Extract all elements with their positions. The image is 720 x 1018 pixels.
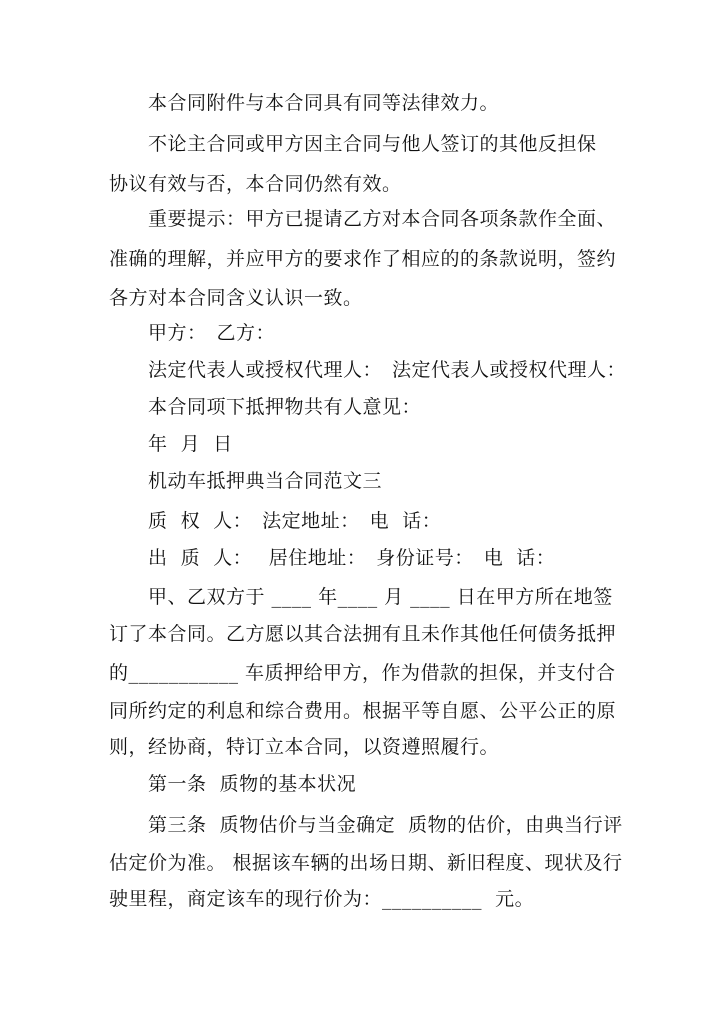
text-line: 准确的理解，并应甲方的要求作了相应的的条款说明，签约 (109, 248, 617, 270)
text-line: 驶里程，商定该车的现行价为：__________ 元。 (109, 888, 535, 910)
text-line: 质 权 人： 法定地址： 电 话： (148, 510, 442, 532)
text-line: 协议有效与否，本合同仍然有效。 (109, 173, 402, 195)
date-line: 年 月 日 (148, 433, 233, 455)
text-line: 各方对本合同含义认识一致。 (109, 287, 363, 309)
text-line: 的___________ 车质押给甲方，作为借款的担保，并支付合 (109, 662, 616, 684)
text-line: 不论主合同或甲方因主合同与他人签订的其他反担保 (148, 133, 597, 155)
text-line: 本合同附件与本合同具有同等法律效力。 (148, 92, 500, 114)
text-line: 甲、乙双方于 ____ 年____ 月 ____ 日在甲方所在地签 (148, 586, 613, 608)
text-line: 重要提示：甲方已提请乙方对本合同各项条款作全面、 (148, 208, 617, 230)
text-line: 则，经协商，特订立本合同，以资遵照履行。 (109, 736, 500, 758)
text-line: 出 质 人： 居住地址： 身份证号： 电 话： (148, 547, 556, 569)
text-line: 订了本合同。乙方愿以其合法拥有且未作其他任何债务抵押 (109, 623, 617, 645)
section-title: 机动车抵押典当合同范文三 (148, 470, 383, 492)
text-line: 同所约定的利息和综合费用。根据平等自愿、公平公正的原 (109, 700, 617, 722)
text-line: 甲方： 乙方： (148, 322, 276, 344)
text-line: 第三条 质物估价与当金确定 质物的估价，由典当行评 (148, 814, 623, 836)
article-heading: 第一条 质物的基本状况 (148, 773, 357, 795)
text-line: 本合同项下抵押物共有人意见： (148, 396, 422, 418)
text-line: 估定价为准。 根据该车辆的出场日期、新旧程度、现状及行 (109, 852, 623, 874)
text-line: 法定代表人或授权代理人： 法定代表人或授权代理人： (148, 359, 627, 381)
